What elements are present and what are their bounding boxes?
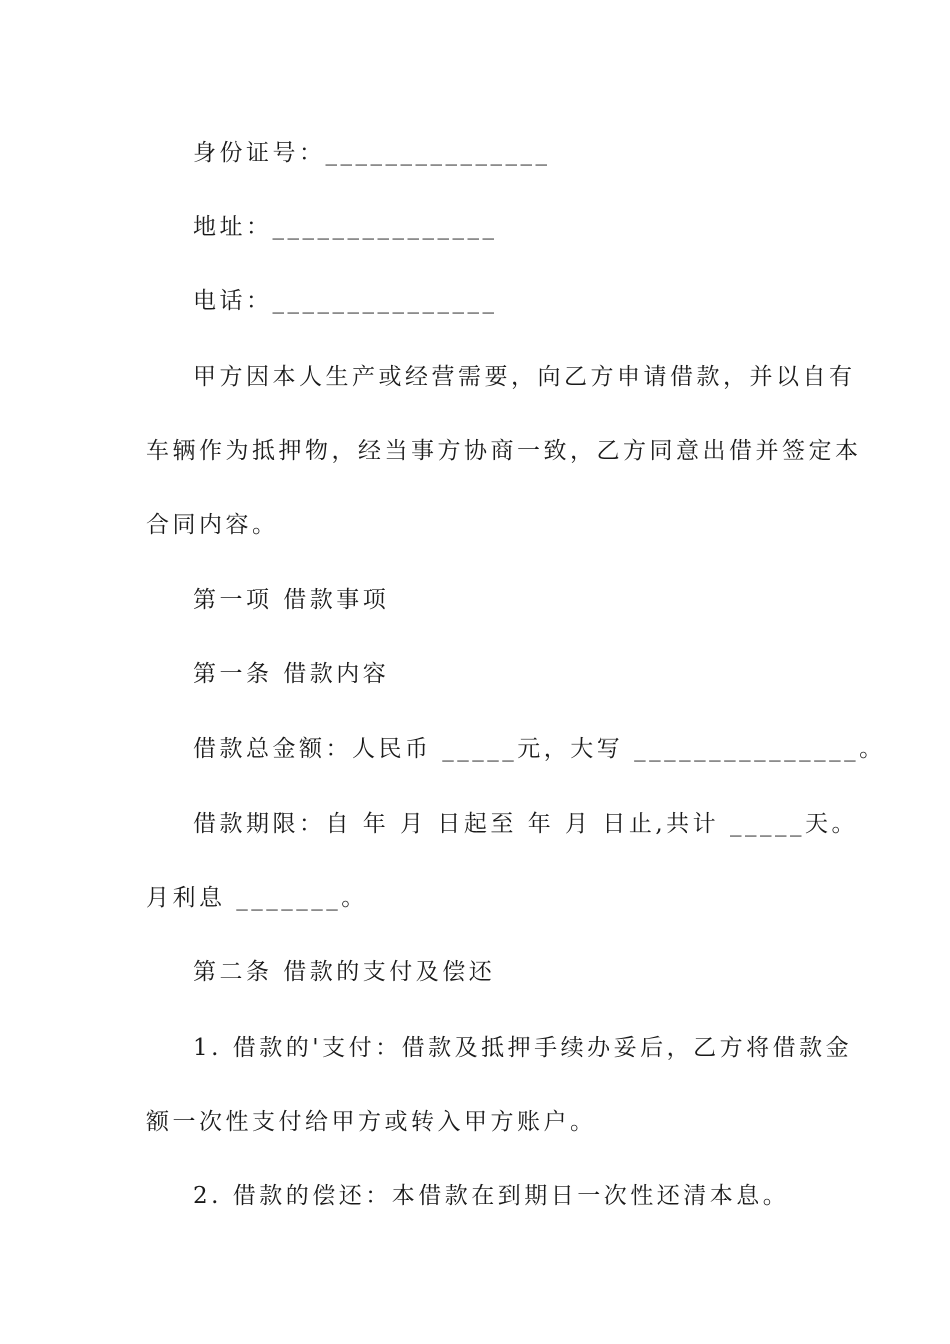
loan-term-line: 借款期限：自 年 月 日起至 年 月 日止,共计 _____天。 [193,811,858,837]
repayment-clause: 2. 借款的偿还：本借款在到期日一次性还清本息。 [193,1183,790,1209]
section-heading-loan-matters: 第一项 借款事项 [193,587,390,613]
article-heading-payment-repayment: 第二条 借款的支付及偿还 [193,959,496,985]
monthly-interest-line: 月利息 _______。 [146,885,368,911]
article-heading-loan-content: 第一条 借款内容 [193,661,390,687]
intro-paragraph-line-3: 合同内容。 [146,512,279,538]
loan-amount-line: 借款总金额：人民币 _____元，大写 _______________。 [193,736,886,762]
payment-clause-line-1: 1. 借款的'支付：借款及抵押手续办妥后，乙方将借款金 [193,1035,853,1061]
payment-clause-line-2: 额一次性支付给甲方或转入甲方账户。 [146,1109,597,1135]
intro-paragraph-line-2: 车辆作为抵押物，经当事方协商一致，乙方同意出借并签定本 [146,438,862,464]
address-field: 地址：_______________ [193,214,498,240]
phone-field: 电话：_______________ [193,288,498,314]
intro-paragraph-line-1: 甲方因本人生产或经营需要，向乙方申请借款，并以自有 [193,364,856,390]
id-number-field: 身份证号：_______________ [193,140,551,166]
